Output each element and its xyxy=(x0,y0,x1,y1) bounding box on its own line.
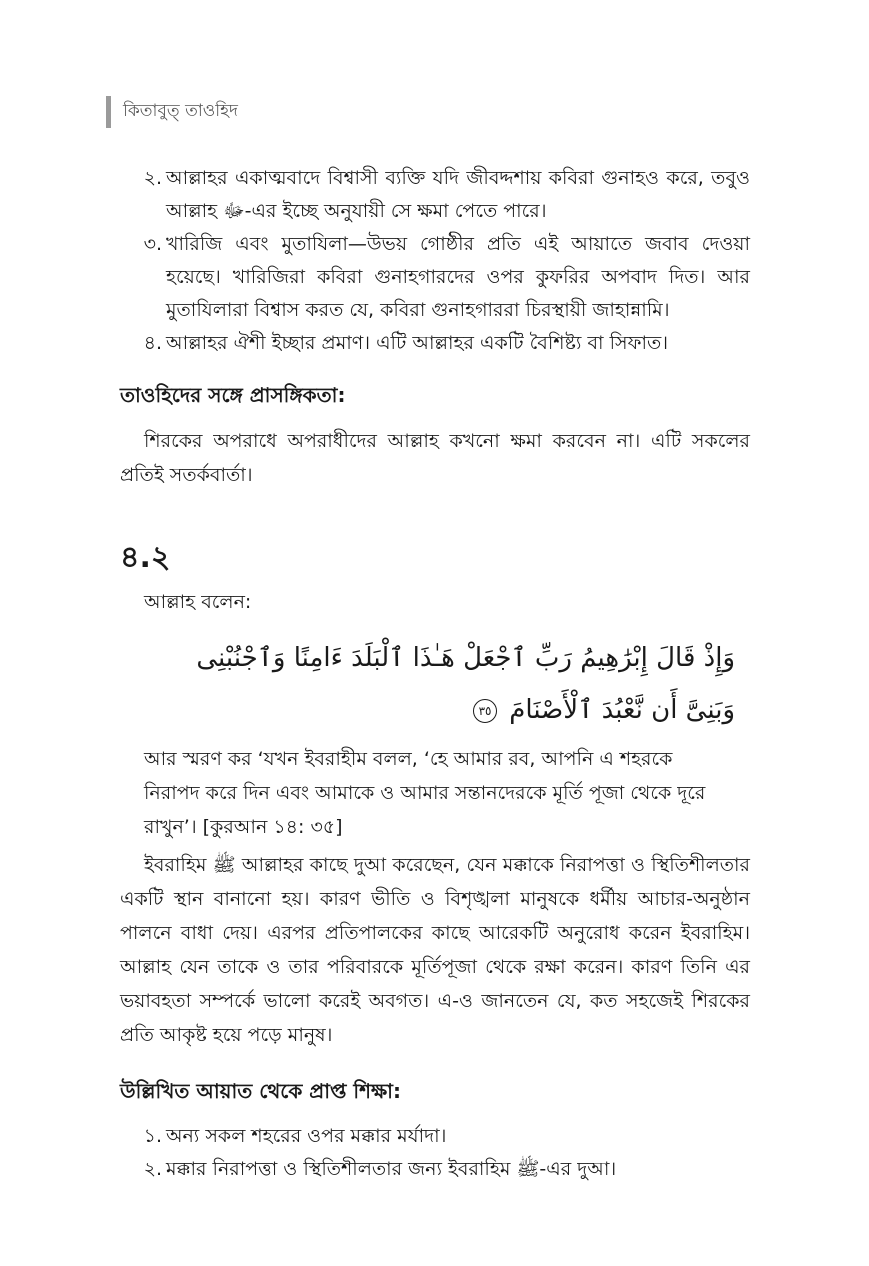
list-item-number: ২. xyxy=(143,167,162,189)
points-list-top xyxy=(120,162,750,360)
verse-intro: আল্লাহ বলেন: xyxy=(144,591,252,613)
list-item-text: খারিজি এবং মুতাযিলা—উভয় গোষ্ঠীর প্রতি এই আয়াতে জবাব দেওয়া হয়েছে। খারিজিরা কবিরা গুনাহগারদের ওপর কুফরির অপবাদ দিত। আর মুতাযিলারা বিশ্বাস করত যে, কবিরা গুনাহগাররা চিরস্থায়ী জাহান্নামি। xyxy=(166,233,750,321)
running-head xyxy=(106,96,238,128)
list-item xyxy=(120,1120,750,1153)
list-item-text: আল্লাহর একাত্মবাদে বিশ্বাসী ব্যক্তি যদি জীবদ্দশায় কবিরা গুনাহও করে, তবুও আল্লাহ ﷻ-এর ইচ্ছে অনুযায়ী সে ক্ষমা পেতে পারে। xyxy=(166,167,750,222)
arabic-verse xyxy=(150,632,735,736)
arabic-verse-text: وَإِذْ قَالَ إِبْرَٰهِيمُ رَبِّ ٱجْعَلْ هَـٰذَا ٱلْبَلَدَ ءَامِنًا وَٱجْنُبْنِى وَبَنِىَّ أَن نَّعْبُدَ ٱلْأَصْنَامَ xyxy=(196,643,735,725)
list-item-number: ৪. xyxy=(143,332,162,354)
ayah-number-mark: ٣٥ xyxy=(473,699,497,723)
list-item-text: আল্লাহর ঐশী ইচ্ছার প্রমাণ। এটি আল্লাহর একটি বৈশিষ্ট্য বা সিফাত। xyxy=(166,332,669,354)
list-item-text: মক্কার নিরাপত্তা ও স্থিতিশীলতার জন্য ইবরাহিম ﷺ-এর দুআ। xyxy=(166,1158,617,1180)
list-item xyxy=(120,228,750,327)
running-head-title: কিতাবুত্ তাওহিদ xyxy=(123,101,238,121)
section-number: ৪.২ xyxy=(120,540,171,575)
list-item xyxy=(120,162,750,228)
lessons-heading: উল্লিখিত আয়াত থেকে প্রাপ্ত শিক্ষা: xyxy=(120,1079,401,1103)
list-item-number: ১. xyxy=(143,1125,162,1147)
relevance-heading: তাওহিদের সঙ্গে প্রাসঙ্গিকতা: xyxy=(120,383,346,407)
list-item xyxy=(120,327,750,360)
list-item-number: ৩. xyxy=(143,233,162,255)
verse-translation: আর স্মরণ কর ‘যখন ইবরাহীম বলল, ‘হে আমার রব, আপনি এ শহরকে নিরাপদ করে দিন এবং আমাকে ও আমার সন্তানদেরকে মূর্তি পূজা থেকে দূরে রাখুন’। [কুরআন ১৪: ৩৫] xyxy=(144,748,706,838)
list-item-text: অন্য সকল শহরের ওপর মক্কার মর্যাদা। xyxy=(166,1125,447,1147)
explanation-paragraph: ইবরাহিম ﷺ আল্লাহর কাছে দুআ করেছেন, যেন মক্কাকে নিরাপত্তা ও স্থিতিশীলতার একটি স্থান বানানো হয়। কারণ ভীতি ও বিশৃঙ্খলা মানুষকে ধর্মীয় আচার-অনুষ্ঠান পালনে বাধা দেয়। এরপর প্রতিপালকের কাছে আরেকটি অনুরোধ করেন ইবরাহিম। আল্লাহ যেন তাকে ও তার পরিবারকে মূর্তিপূজা থেকে রক্ষা করেন। কারণ তিনি এর ভয়াবহতা সম্পর্কে ভালো করেই অবগত। এ-ও জানতেন যে, কত সহজেই শিরকের প্রতি আকৃষ্ট হয়ে পড়ে মানুষ। xyxy=(120,854,750,1046)
relevance-paragraph: শিরকের অপরাধে অপরাধীদের আল্লাহ কখনো ক্ষমা করবেন না। এটি সকলের প্রতিই সতর্কবার্তা। xyxy=(120,430,750,486)
lessons-list xyxy=(120,1120,750,1186)
list-item xyxy=(120,1153,750,1186)
list-item-number: ২. xyxy=(143,1158,162,1180)
